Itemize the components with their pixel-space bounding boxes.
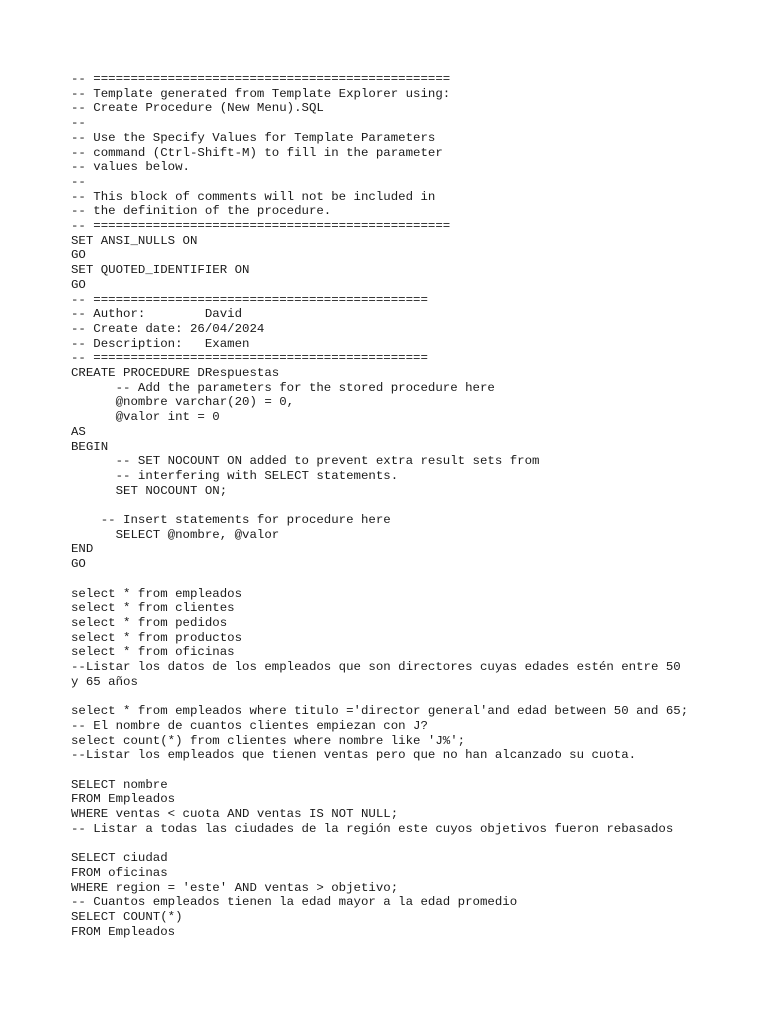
comment-line: -- Cuantos empleados tienen la edad mayor a la edad promedio (71, 895, 518, 910)
comment-line: -- command (Ctrl-Shift-M) to fill in the parameter (71, 145, 443, 160)
comment-line: -- Listar a todas las ciudades de la región este cuyos objetivos fueron rebasados (71, 821, 674, 836)
code-line: select count(*) from clientes where nombre like 'J%'; (71, 733, 466, 748)
code-line: SELECT nombre (71, 777, 168, 792)
sql-code-block (71, 72, 751, 939)
comment-line: -- ================================================ (71, 72, 451, 86)
comment-line: -- Insert statements for procedure here (71, 513, 391, 528)
comment-line: -- interfering with SELECT statements. (71, 468, 399, 483)
comment-line: -- values below. (71, 160, 190, 175)
create-date-line: -- Create date: 26/04/2024 (71, 321, 265, 336)
code-line: WHERE region = 'este' AND ventas > objetivo; (71, 880, 399, 895)
code-line: GO (71, 248, 86, 263)
code-line: select * from productos (71, 630, 243, 645)
comment-line: -- ================================================ (71, 219, 451, 234)
code-line: SET NOCOUNT ON; (71, 483, 228, 498)
code-line: SET ANSI_NULLS ON (71, 233, 198, 248)
comment-line: -- (71, 174, 86, 189)
code-line: BEGIN (71, 439, 109, 454)
blank-line (71, 763, 751, 778)
comment-line: -- El nombre de cuantos clientes empiezan con J? (71, 718, 428, 733)
comment-line: -- Use the Specify Values for Template Parameters (71, 130, 436, 145)
comment-line: -- ============================================= (71, 292, 428, 307)
comment-line: -- SET NOCOUNT ON added to prevent extra result sets from (71, 454, 540, 469)
comment-line: -- ============================================= (71, 351, 428, 366)
code-line: FROM Empleados (71, 792, 176, 807)
code-line: select * from oficinas (71, 645, 235, 660)
comment-line: -- (71, 116, 86, 131)
code-line: @nombre varchar(20) = 0, (71, 395, 295, 410)
description-line: -- Description: Examen (71, 336, 250, 351)
code-line: GO (71, 277, 86, 292)
code-line: SELECT COUNT(*) (71, 910, 183, 924)
comment-line: -- the definition of the procedure. (71, 204, 332, 219)
comment-line: -- Create Procedure (New Menu).SQL (71, 101, 324, 116)
code-line: @valor int = 0 (71, 410, 220, 425)
code-line: FROM Empleados (71, 924, 176, 939)
code-line: SELECT ciudad (71, 851, 168, 866)
code-line: GO (71, 557, 86, 572)
code-line: AS (71, 424, 86, 439)
code-line: select * from empleados (71, 586, 243, 601)
code-line: CREATE PROCEDURE DRespuestas (71, 366, 280, 381)
comment-line: --Listar los empleados que tienen ventas pero que no han alcanzado su cuota. (71, 748, 637, 763)
code-line: END (71, 542, 94, 557)
comment-line: --Listar los datos de los empleados que son directores cuyas edades estén entre 50 (71, 660, 681, 675)
code-line: select * from pedidos (71, 615, 228, 630)
code-line: select * from clientes (71, 601, 235, 616)
blank-line (71, 690, 751, 705)
blank-line (71, 498, 751, 513)
code-line: SET QUOTED_IDENTIFIER ON (71, 263, 250, 278)
comment-line: -- Add the parameters for the stored procedure here (71, 380, 495, 395)
comment-line: -- Template generated from Template Explorer using: (71, 86, 451, 101)
code-line: select * from empleados where titulo ='director general'and edad between 50 and 65; (71, 704, 689, 719)
comment-line: y 65 años (71, 674, 138, 689)
comment-line: -- This block of comments will not be included in (71, 189, 436, 204)
blank-line (71, 837, 751, 852)
blank-line (71, 572, 751, 587)
code-line: WHERE ventas < cuota AND ventas IS NOT NULL; (71, 807, 399, 822)
code-line: SELECT @nombre, @valor (71, 527, 280, 542)
author-line: -- Author: David (71, 307, 243, 322)
code-line: FROM oficinas (71, 865, 168, 880)
